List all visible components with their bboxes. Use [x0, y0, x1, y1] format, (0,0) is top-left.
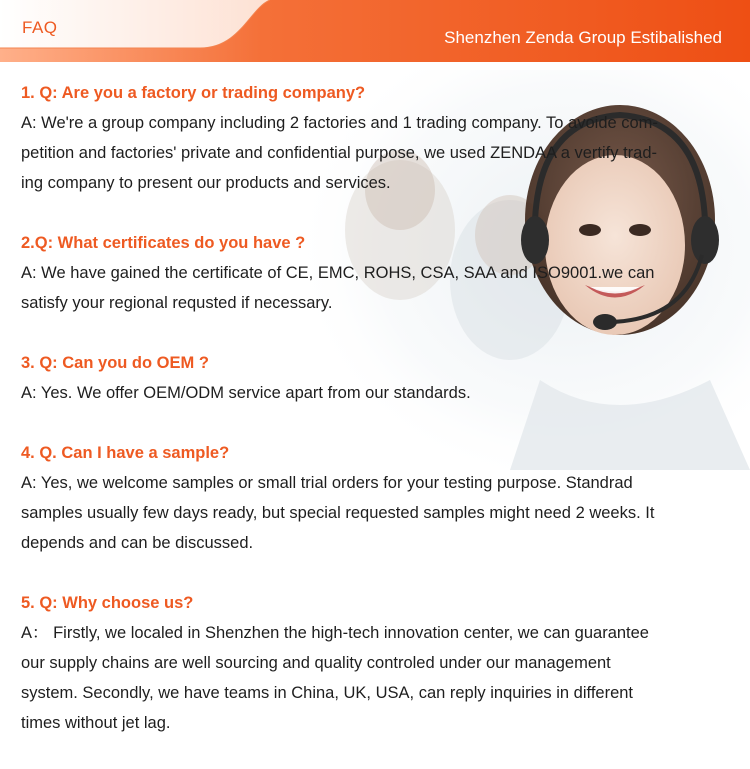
faq-answer-3-line-1: A: Yes. We offer OEM/ODM service apart from our standards.: [21, 384, 471, 402]
faq-label: FAQ: [22, 18, 58, 37]
faq-answer-5-line-3: system. Secondly, we have teams in China, UK, USA, can reply inquiries in different: [21, 684, 634, 702]
faq-answer-2-line-1: A: We have gained the certificate of CE, EMC, ROHS, CSA, SAA and ISO9001.we can: [21, 264, 655, 282]
faq-answer-2-line-2: satisfy your regional requsted if necessary.: [21, 294, 333, 312]
faq-question-2: 2.Q: What certificates do you have ?: [21, 234, 306, 252]
faq-answer-5-line-4: times without jet lag.: [21, 714, 171, 732]
faq-answer-4-line-1: A: Yes, we welcome samples or small trial orders for your testing purpose. Standrad: [21, 474, 633, 492]
faq-answer-5-line-1: A： Firstly, we localed in Shenzhen the high-tech innovation center, we can guarantee: [21, 624, 649, 642]
faq-answer-1-line-2: petition and factories' private and confidential purpose, we used ZENDAA a vertify trad-: [21, 144, 657, 162]
faq-answer-1-line-1: A: We're a group company including 2 factories and 1 trading company. To avoide com-: [21, 114, 658, 132]
faq-question-4: 4. Q. Can I have a sample?: [21, 444, 230, 462]
company-title: Shenzhen Zenda Group Estibalished: [444, 28, 722, 47]
faq-answer-1-line-3: ing company to present our products and services.: [21, 174, 391, 192]
faq-item-1: [21, 78, 726, 198]
faq-list: [21, 78, 726, 738]
faq-item-3: [21, 348, 726, 408]
header-banner: [0, 0, 750, 62]
faq-question-5: 5. Q: Why choose us?: [21, 594, 194, 612]
faq-answer-5-line-2: our supply chains are well sourcing and quality controled under our management: [21, 654, 611, 672]
faq-item-4: [21, 438, 726, 558]
faq-item-5: [21, 588, 726, 738]
faq-answer-4-line-2: samples usually few days ready, but special requested samples might need 2 weeks. It: [21, 504, 655, 522]
faq-question-3: 3. Q: Can you do OEM ?: [21, 354, 209, 372]
faq-item-2: [21, 228, 726, 318]
faq-question-1: 1. Q: Are you a factory or trading company?: [21, 84, 366, 102]
faq-answer-4-line-3: depends and can be discussed.: [21, 534, 254, 552]
